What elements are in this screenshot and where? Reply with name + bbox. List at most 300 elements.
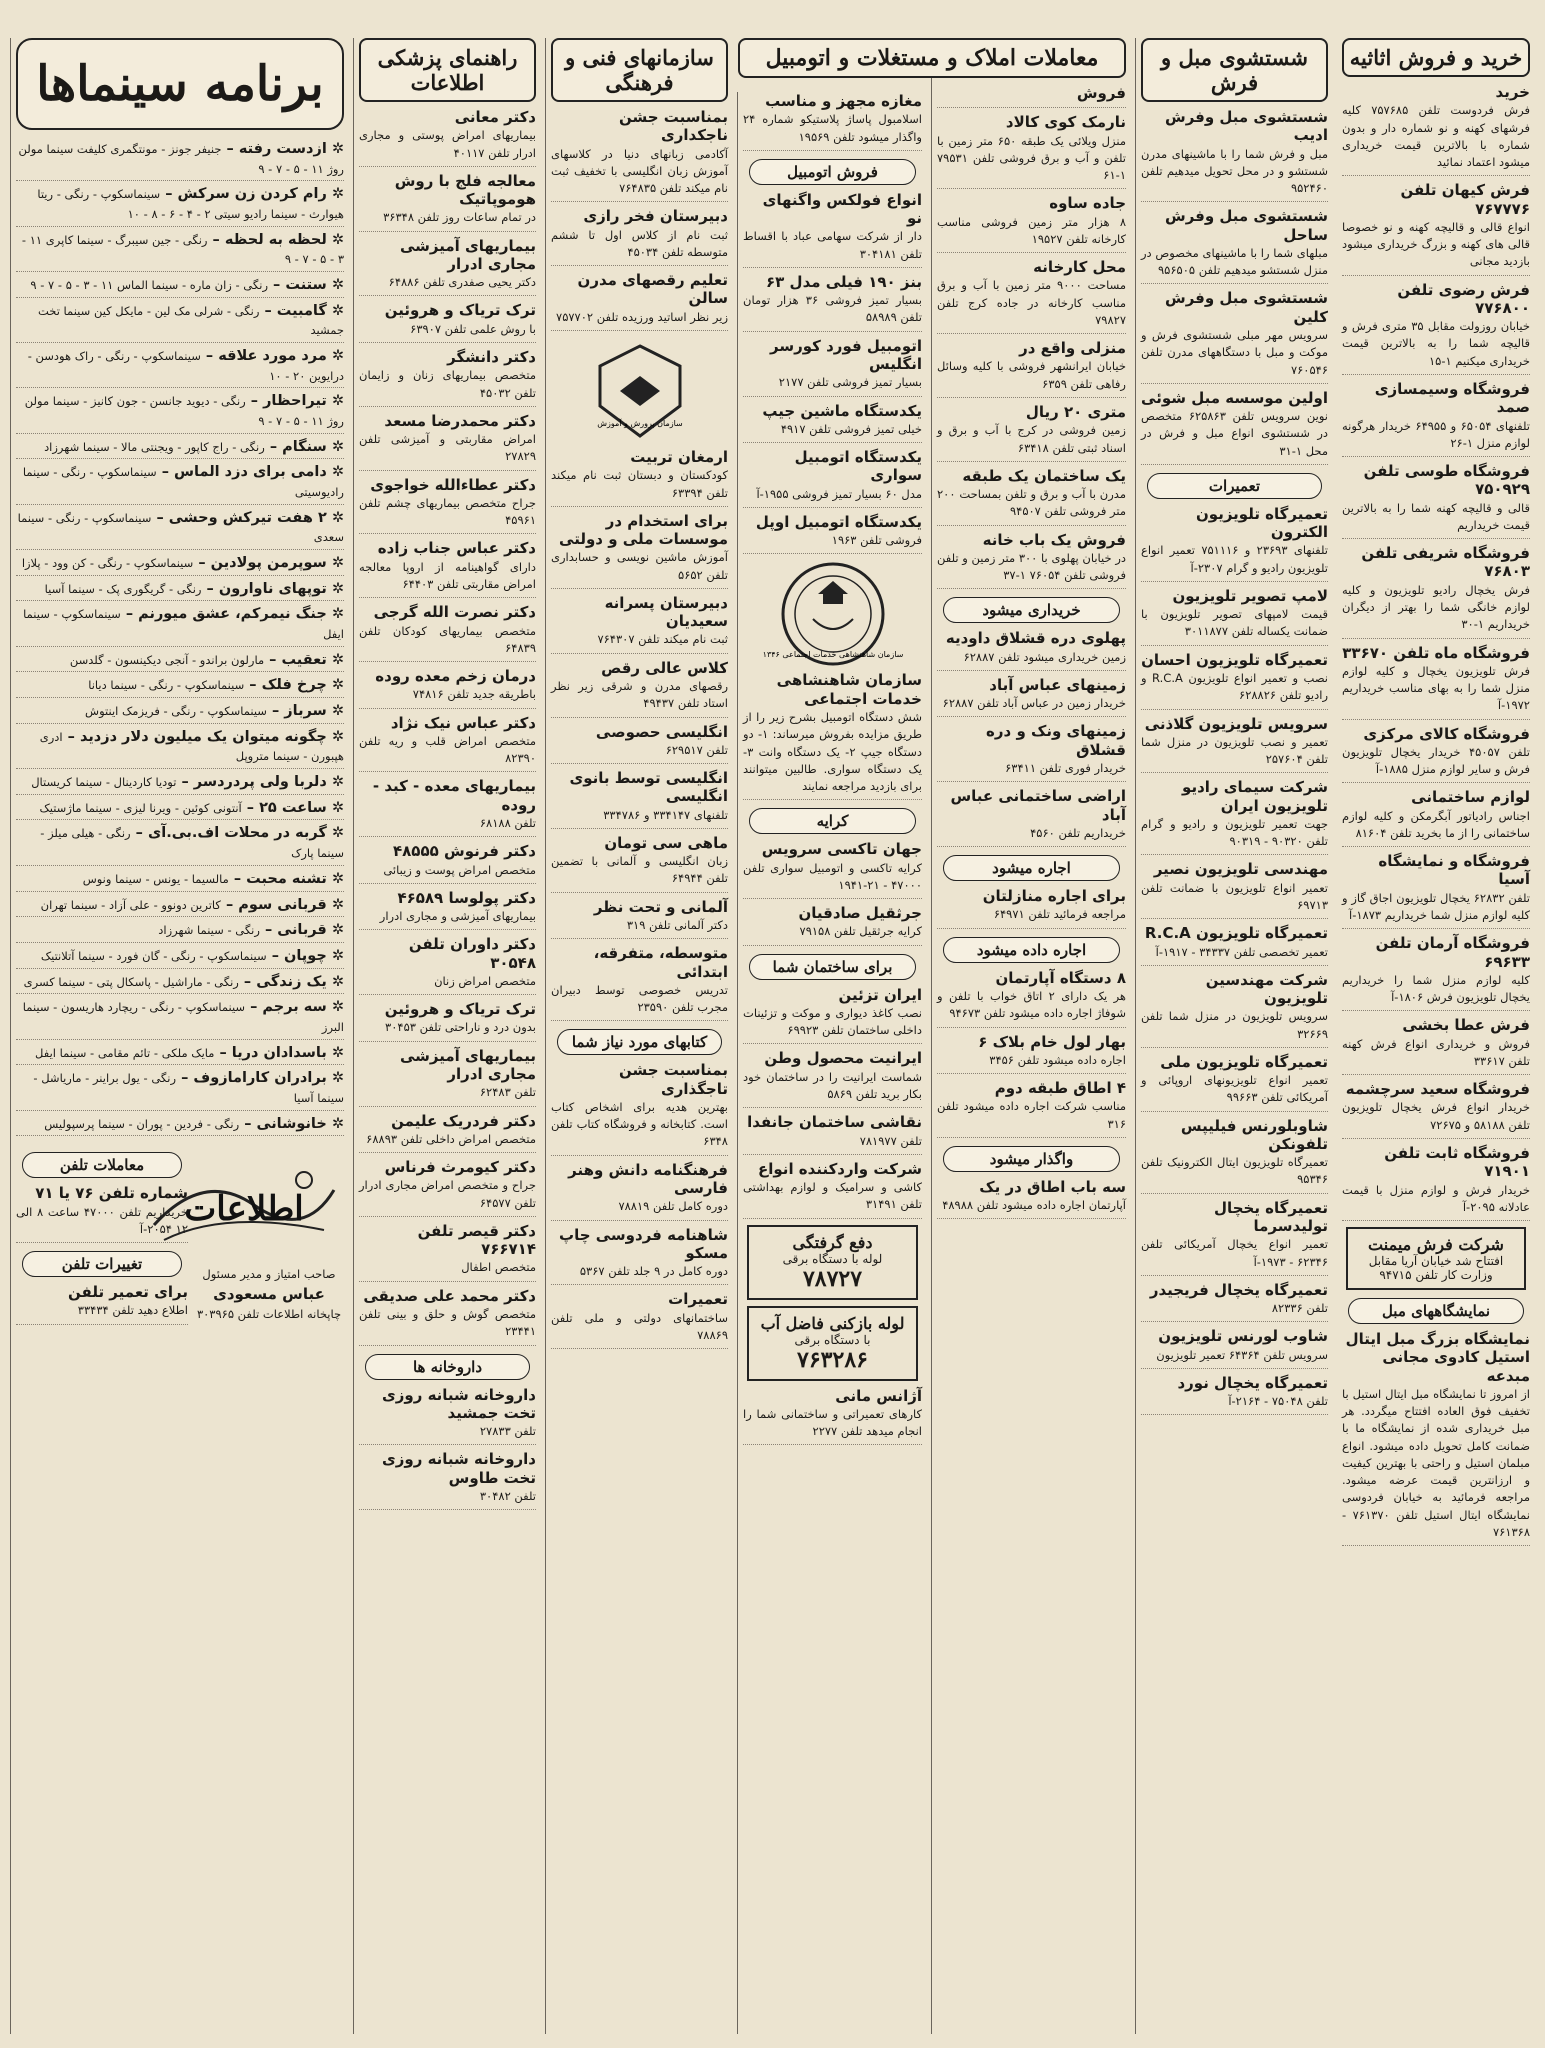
cinema-program-row: [16, 820, 344, 865]
classified-ad: [1141, 505, 1328, 582]
film-title: ✲ جنگ نیمرکم، عشق میورنم –: [120, 606, 344, 623]
ad-title: فرهنگنامه دانش وهنر فارسی: [568, 1160, 728, 1197]
ad-text: سرویس تلویزیون در منزل شما تلفن ۳۲۶۶۹: [1141, 1009, 1328, 1041]
subsection-header-books: کتابهای مورد نیاز شما: [557, 1029, 722, 1055]
ad-text: فرش فردوست تلفن ۷۵۷۶۸۵ کلیه فرشهای کهنه و نو شماره دار و بدون شماره با بالاترین قیمت خریداری میشود اعتماد نمائید: [1342, 103, 1531, 170]
ad-title: تعمیرات: [668, 1290, 728, 1309]
classified-ad: [359, 1450, 536, 1510]
ad-list: [551, 108, 728, 1021]
subsection-header-wanted: خریداری میشود: [943, 597, 1120, 623]
ad-list: [743, 191, 922, 555]
ad-title: اتومبیل فورد کورسر انگلیس: [770, 336, 922, 373]
ad-title: دکتر فردریک علیمن: [391, 1111, 536, 1130]
ad-text: دارای گواهینامه از اروپا معالجه امراض مقاربتی تلفن ۶۴۴۰۳: [359, 559, 536, 591]
film-title: ✲ باسدادان دریا –: [214, 1044, 344, 1061]
ad-list: [743, 840, 922, 945]
film-details: سینماسکوپ - رنگی - ریچارد هاریسون - سینما البرز: [22, 1000, 344, 1034]
ad-text: تلفنهای ۲۳۶۹۳ و ۷۵۱۱۱۶ تعمیر انواع تلویزیون رادیو و گرام ۲۳۰۷-آ: [1141, 543, 1328, 575]
classified-ad: [1141, 1281, 1328, 1323]
classified-ad: [937, 84, 1126, 108]
classified-ad: [937, 339, 1126, 398]
classified-ad: [743, 402, 922, 444]
ad-title: شرکت واردکننده انواع: [758, 1159, 922, 1178]
classified-ad: [359, 172, 536, 232]
cinema-program-row: [16, 136, 344, 181]
ad-title: دکتر قیصر تلفن ۷۶۶۷۱۴: [417, 1221, 536, 1259]
classified-ad: [743, 986, 922, 1045]
boxed-ad-text: با دستگاه برقی: [794, 1332, 871, 1347]
cinema-program-row: [16, 672, 344, 698]
section-header-medical: راهنمای پزشکی اطلاعات: [359, 38, 536, 102]
boxed-ad-text: افتتاح شد خیابان آریا مقابل وزارت کار تلفن ۹۴۷۱۵: [1368, 1254, 1504, 1283]
ad-text: بدون درد و ناراحتی تلفن ۳۰۴۵۳: [385, 1020, 536, 1035]
ad-list: [937, 629, 1126, 1219]
classified-ad: [1342, 1080, 1530, 1139]
ad-text: تلفن ۶۸۱۸۸: [479, 815, 536, 830]
ad-title: ترک تریاک و هروئین: [384, 1000, 536, 1019]
classified-ad: [937, 194, 1126, 253]
ad-text: جهت تعمیر تلویزیون و رادیو و گرام تلفن ۹۰۳۲۰ - ۹۰۳۱۹: [1141, 816, 1328, 849]
boxed-ad-phone: ۷۶۳۲۸۶: [797, 1346, 868, 1373]
boxed-ad-phone: ۷۸۷۲۷: [802, 1265, 863, 1292]
classified-ad: [1141, 207, 1328, 284]
film-details: مایک ملکی - تائم مقامی - سینما ایفل: [35, 1045, 215, 1060]
film-title: ✲ مرد مورد علاقه –: [200, 348, 344, 365]
ad-text: تلفنهای ۳۳۴۱۴۷ و ۳۳۴۷۸۶: [603, 807, 728, 822]
film-details: سینماسکوپ - رنگی - فریزمک اینتوش: [85, 704, 267, 719]
ad-title: مهندسی تلویزیون نصیر: [1153, 860, 1328, 879]
cinema-program-row: [16, 181, 344, 226]
ad-text: متخصص امراض زنان: [434, 973, 536, 988]
ad-list: [1342, 83, 1530, 1221]
emblem-text: سازمان شاهنشاهی خدمات اجتماعی ۱۳۴۶: [762, 650, 903, 660]
classified-ad: [359, 667, 536, 709]
ad-text: سرویس تلفن ۶۴۳۶۴ تعمیر تلویزیون: [1156, 1347, 1328, 1362]
ad-text: کلیه لوازم منزل شما را خریداریم یخچال تلویزیون فرش ۱۸۰۶-آ: [1342, 972, 1530, 1005]
ad-text: متخصص اطفال: [461, 1260, 536, 1275]
classified-ad: [937, 629, 1126, 671]
ad-text: مدرن با آب و برق و تلفن بمساحت ۲۰۰ متر فروشی تلفن ۹۴۵۰۷: [937, 487, 1126, 519]
ad-title: یکدستگاه ماشین جیپ: [762, 401, 922, 420]
ad-text: نصب کاغذ دیواری و موکت و تزئینات داخلی ساختمان تلفن ۶۹۹۲۳: [743, 1005, 922, 1038]
subsection-header-phone-changes: تغییرات تلفن: [22, 1251, 182, 1277]
classified-ad: [937, 887, 1126, 929]
ad-text: متخصص بیماریهای کودکان تلفن ۶۴۸۳۹: [359, 623, 536, 655]
column-medical: [353, 38, 541, 2034]
ad-title: تعمیرگاه تلویزیون احسان: [1141, 650, 1328, 669]
ad-text: مدل ۶۰ بسیار تمیز فروشی ۱۹۵۵-آ: [756, 486, 922, 501]
phone-ads-block: [16, 1144, 188, 1329]
classified-ad: [551, 1061, 728, 1155]
boxed-ad-pipe-cleaning: [747, 1306, 918, 1381]
film-details: رنگی - سینما شهرزاد: [158, 923, 260, 938]
ad-text: متخصص امراض پوست و زیبائی: [383, 862, 536, 877]
classified-ad: [551, 723, 728, 765]
ad-title: بیماریهای آمیزشی مجاری ادرار: [399, 1046, 536, 1083]
cinema-program-row: [16, 576, 344, 602]
film-details: سینماسکوپ - سینما ایفل: [23, 607, 344, 642]
ad-text: کودکستان و دبستان ثبت نام میکند تلفن ۶۳۳۹۴: [551, 468, 728, 500]
classified-ad: [1141, 715, 1328, 774]
ad-title: دبیرستان فخر رازی: [583, 207, 728, 226]
classified-ad: [1342, 788, 1530, 847]
boxed-ad-drain: [747, 1225, 918, 1300]
classified-ad: [359, 1000, 536, 1042]
film-title: ✲ قربانی –: [259, 922, 344, 939]
ad-text: تعمیر و نصب تلویزیون در منزل شما تلفن ۲۵۷۶۰۴: [1141, 734, 1328, 767]
classified-ad: [1141, 1327, 1328, 1369]
ad-text: تعمیر انواع تلویزیون با ضمانت تلفن ۶۹۷۱۳: [1141, 880, 1328, 912]
ad-title: سازمان شاهنشاهی خدمات اجتماعی: [776, 671, 922, 708]
ad-text: تلفن ۴۵۰۵۷ خریدار یخچال تلویزیون فرش و سایر لوازم منزل ۱۸۸۵-آ: [1342, 744, 1530, 777]
ad-title: فرش کیهان تلفن ۷۶۷۷۷۶: [1400, 181, 1530, 218]
ad-text: در خیابان پهلوی با ۳۰۰ متر زمین و تلفن فروشی تلفن ۷۶۰۵۴ ۱-۳۷: [937, 550, 1126, 583]
ad-text: بیماریهای آمیزشی و مجاری ادرار: [379, 909, 536, 924]
cinema-program-row: [16, 1111, 344, 1137]
ad-title: دکتر عباس نیک نژاد: [390, 713, 536, 732]
ad-list: [1141, 108, 1328, 465]
ad-text: کرایه جرثقیل تلفن ۷۹۱۵۸: [799, 924, 922, 939]
ad-text: دار از شرکت سهامی عباد با اقساط تلفن ۳۰۴۱۸۱: [743, 229, 922, 261]
classified-ad: [359, 842, 536, 884]
ad-text: خریدار انواع فرش یخچال تلویزیون تلفن ۵۸۱۸۸ و ۷۲۶۷۵: [1342, 1100, 1530, 1132]
ad-text: بیماریهای امراض پوستی و مجاری ادرار تلفن ۴۰۱۱۷: [359, 128, 536, 160]
ad-text: تلفن ۶۲۴۸۳: [479, 1085, 536, 1100]
ad-list: [359, 108, 536, 1346]
section-header-education: سازمانهای فنی و فرهنگی: [551, 38, 728, 102]
ad-text: دوره کامل تلفن ۷۸۸۱۹: [618, 1199, 728, 1214]
ad-text: مناسب شرکت اجاره داده میشود تلفن ۳۱۶: [937, 1099, 1126, 1131]
classified-ad: [937, 1178, 1126, 1220]
ad-text: زیر نظر اساتید ورزیده تلفن ۷۵۷۷۰۲: [556, 309, 728, 324]
ad-text: آموزش ماشین نویسی و حسابداری تلفن ۵۶۵۲: [551, 550, 728, 582]
ad-list: [16, 1283, 188, 1325]
cinema-program-row: [16, 866, 344, 892]
cinema-program-row: [16, 388, 344, 433]
classified-ad: [551, 594, 728, 654]
film-title: ✲ چگونه میتوان یک میلیون دلار دزدید –: [62, 728, 344, 745]
cinema-program-row: [16, 892, 344, 918]
classified-ad: [359, 714, 536, 773]
subsection-header-phone-trade: معاملات تلفن: [22, 1152, 182, 1178]
cinema-program-row: [16, 1040, 344, 1066]
film-details: رنگی - زان ماره - سینما الماس ۱۱ - ۳ - ۵ - ۷ - ۹: [30, 278, 268, 293]
ad-title: بیماریهای آمیزشی مجاری ادرار: [399, 236, 536, 273]
ad-text: تدریس خصوصی توسط دبیران مجرب تلفن ۲۳۵۹۰: [551, 982, 728, 1015]
emblem-text: سازمان پرورش و آموزش: [596, 418, 683, 428]
ad-title: سرویس تلویزیون گلاذنی: [1144, 714, 1328, 733]
ad-title: فروشگاه سعید سرچشمه: [1345, 1080, 1530, 1099]
ad-text: متخصص امراض داخلی تلفن ۶۸۸۹۳: [366, 1131, 536, 1146]
film-title: ✲ دامی برای دزد الماس –: [156, 464, 344, 481]
classified-ad: [551, 1226, 728, 1286]
imprint-line-3: چاپخانه اطلاعات تلفن ۳۰۳۹۶۵: [196, 1306, 342, 1321]
classified-ad: [743, 513, 922, 555]
ad-text: خیلی تمیز فروشی تلفن ۴۹۱۷: [780, 421, 922, 436]
ad-text: ساختمانهای دولتی و ملی تلفن ۷۸۸۶۹: [551, 1310, 728, 1342]
cinema-program-row: [16, 969, 344, 995]
ad-title: دکتر معانی: [454, 108, 536, 126]
ad-title: نمایشگاه بزرگ مبل ایتال استیل کادوی مجانی مبدعه: [1345, 1330, 1530, 1385]
film-title: ✲ تشنه محبت –: [228, 870, 344, 887]
ad-list: [937, 84, 1126, 589]
ad-title: فروشگاه آرمان تلفن ۶۹۶۳۳: [1375, 934, 1530, 971]
subsection-header-to-let: اجاره داده میشود: [943, 937, 1120, 963]
ad-title: آلمانی و تحت نظر: [593, 897, 728, 916]
ad-text: در تمام ساعات روز تلفن ۳۶۳۴۸: [383, 210, 536, 225]
film-details: مارلون براندو - آنجی دیکینسون - گلدسن: [69, 652, 265, 667]
classified-ad: [1141, 971, 1328, 1048]
classified-ad: [1342, 1144, 1530, 1221]
ad-title: انگلیسی توسط بانوی انگلیسی: [569, 769, 728, 806]
ad-title: ارمغان تربیت: [630, 447, 728, 466]
classified-ad: [551, 448, 728, 507]
ad-title: انواع فولکس واگنهای نو: [762, 190, 922, 228]
ad-title: محل کارخانه: [1033, 258, 1126, 277]
ad-title: بنز ۱۹۰ فیلی مدل ۶۳: [766, 272, 922, 291]
film-title: ✲ رام کردن زن سرکش –: [160, 186, 344, 203]
ad-title: شرکت مهندسین تلویزیون: [1205, 970, 1328, 1008]
ad-text: تعمیر تخصصی تلفن ۳۴۳۳۷ - ۱۹۱۷-آ: [1155, 944, 1328, 959]
newspaper-logo-block: [184, 1144, 344, 1329]
section-header-cleaning: شستشوی مبل و فرش: [1141, 38, 1328, 102]
ad-text: مراجعه فرمائید تلفن ۶۴۹۷۱: [993, 907, 1126, 922]
ad-text: قالی و قالیچه کهنه شما را به بالاترین قیمت خریداریم: [1342, 500, 1530, 532]
classified-ad: [937, 676, 1126, 718]
classified-ad: [359, 476, 536, 535]
ad-text: تعمیر انواع تلویزیونهای اروپائی و آمریکائی تلفن ۹۹۶۶۳: [1141, 1073, 1328, 1105]
ad-text: هر یک دارای ۲ اتاق خواب با تلفن و شوفاژ اجاره داده میشود تلفن ۹۴۶۷۳: [937, 989, 1126, 1021]
classified-ad: [16, 1283, 188, 1325]
ad-text: ثبت نام از کلاس اول تا ششم متوسطه تلفن ۴۵۰۳۴: [551, 227, 728, 259]
social-services-auction-ad: [743, 559, 922, 800]
subsection-header-car-sales: فروش اتومبیل: [749, 159, 916, 185]
film-title: ✲ تیراحظار –: [245, 393, 344, 410]
ad-title: مغازه مجهز و مناسب: [765, 92, 922, 110]
classified-ad: [743, 448, 922, 508]
ad-title: جاده ساوه: [1049, 194, 1126, 213]
ad-title: اراضی ساختمانی عباس آباد: [950, 787, 1126, 824]
ad-title: دکتر محمد علی صدیقی: [363, 1286, 536, 1305]
film-details: رنگی - فردین - پوران - سینما پرسپولیس: [44, 1116, 240, 1131]
cinema-program-row: [16, 647, 344, 673]
ad-title: پهلوی دره قشلاق داودیه: [945, 629, 1126, 648]
ad-title: لوازم ساختمانی: [1411, 788, 1530, 807]
ad-text: کارهای تعمیراتی و ساختمانی شما را انجام میدهد تلفن ۲۲۷۷: [743, 1406, 922, 1439]
ad-title: تعمیرگاه یخچال تولیدسرما: [1214, 1198, 1328, 1236]
classified-ad: [743, 1113, 922, 1155]
ad-text: خریداریم تلفن ۴۵۶۰: [1030, 825, 1126, 840]
ad-text: مساحت ۹۰۰۰ متر زمین با آب و برق مناسب کارخانه در جاده کرج تلفن ۷۹۸۲۷: [937, 278, 1126, 327]
classified-ad: [743, 1160, 922, 1219]
ad-text: شش دستگاه اتومبیل بشرح زیر را از طریق مزایده بفروش میرساند: ۱- دو دستگاه جیپ ۲- یک دستگاه وانت ۳- یک دستگاه سواری. طالبین میتوانند برای بازدید مراجعه نمایند: [743, 710, 922, 794]
film-title: ✲ توپهای ناوارون –: [201, 580, 344, 597]
film-details: تودیا کاردینال - سینما کریستال: [31, 775, 177, 790]
ad-title: دکتر پولوسا ۴۶۵۸۹: [397, 888, 536, 907]
ad-list: [1141, 505, 1328, 1416]
classified-ad: [1342, 380, 1530, 457]
ad-title: دکتر عطاءالله خواجوی: [370, 475, 536, 494]
ad-text: امراض مقاربتی و آمیزشی تلفن ۲۷۸۲۹: [359, 432, 536, 464]
ad-title: نارمک کوی کالاد: [1005, 113, 1126, 132]
ad-text: رقصهای مدرن و شرقی زیر نظر استاد تلفن ۴۹۴۳۷: [551, 679, 728, 711]
ad-text: بسیار تمیز فروشی ۳۶ هزار تومان تلفن ۵۸۹۸۹: [743, 293, 922, 325]
ad-title: تعمیرگاه یخچال فریجیدر: [1149, 1280, 1328, 1299]
film-title: ✲ قربانی سوم –: [220, 896, 344, 913]
ad-text: جراح و متخصص امراض مجاری ادرار تلفن ۶۴۵۷۷: [359, 1178, 536, 1210]
classified-ad: [1141, 778, 1328, 855]
ad-title: تعمیرگاه یخچال نورد: [1177, 1373, 1328, 1392]
classified-ad: [1342, 1016, 1530, 1075]
education-emblem-icon: [585, 336, 695, 446]
film-details: مالسیما - یونس - سینما ونوس: [82, 871, 229, 886]
ad-text: تلفن ۶۲۹۵۱۷: [665, 742, 728, 757]
cinema-program-list: [16, 136, 344, 1136]
ad-text: ثبت نام میکند تلفن ۷۶۴۳۰۷: [597, 632, 728, 647]
classified-ad: [359, 1158, 536, 1217]
subsection-header-for-rent: اجاره میشود: [943, 855, 1120, 881]
classified-ad: [551, 834, 728, 893]
boxed-ad-title: دفع گرفتگی: [792, 1232, 873, 1252]
ad-text: متخصص گوش و حلق و بینی تلفن ۲۳۴۴۱: [359, 1307, 536, 1339]
ad-title: نقاشی ساختمان جانفدا: [747, 1113, 922, 1132]
classified-ad: [1342, 462, 1530, 539]
film-title: ✲ دلربا ولی پردردسر –: [176, 774, 344, 791]
ad-text: خریدار فوری تلفن ۶۳۴۱۱: [1005, 761, 1126, 776]
ad-title: دکتر داوران تلفن ۳۰۵۴۸: [408, 935, 536, 972]
ad-text: فروشی تلفن ۱۹۶۳: [831, 533, 922, 548]
classified-ad: [1141, 108, 1328, 202]
classified-ad: [1141, 1374, 1328, 1416]
cinema-program-row: [16, 298, 344, 343]
column-cinema: [10, 38, 349, 2034]
classified-ad: [743, 337, 922, 397]
ad-text: سرویس مهر مبلی شستشوی فرش و موکت و مبل با دستگاههای مدرن تلفن ۷۶۰۵۴۶: [1141, 328, 1328, 377]
ad-title: برای تعمیر تلفن: [68, 1283, 188, 1302]
ad-text: بهترین هدیه برای اشخاص کتاب است. کتابخانه و فروشگاه کتاب تلفن ۶۳۴۸: [551, 1099, 728, 1149]
film-details: سینماسکوپ - رنگی - سینما دیانا: [88, 678, 245, 693]
film-details: رنگی - شرلی مک لین - مایکل کین سینما تخت جمشید: [37, 303, 344, 338]
ad-text: ۸ هزار متر زمین فروشی مناسب کارخانه تلفن ۱۹۵۲۷: [937, 214, 1126, 246]
cinema-program-row: [16, 724, 344, 769]
section-header-cinema: برنامه سینماها: [16, 38, 344, 130]
classified-ad: [359, 1287, 536, 1346]
ad-text: دکتر آلمانی تلفن ۳۱۹: [626, 918, 728, 932]
classified-ad: [743, 904, 922, 946]
ad-title: فروشگاه شریفی تلفن ۷۶۸۰۳: [1361, 544, 1530, 581]
classified-ad: [1141, 587, 1328, 646]
ad-list: [359, 1386, 536, 1511]
ad-text: قیمت لامپهای تصویر تلویزیون با ضمانت یکساله تلفن ۳۰۱۱۸۷۷: [1141, 607, 1328, 639]
classified-ad: [1141, 860, 1328, 919]
ad-title: معالجه فلج با روش هوموپاتیک: [394, 171, 536, 209]
classified-ad: [1342, 83, 1530, 176]
classified-ad: [359, 1047, 536, 1107]
ad-title: برای اجاره منازلتان: [982, 887, 1126, 906]
cinema-program-row: [16, 1065, 344, 1110]
ad-text: تلفن ۳۰۴۸۲: [479, 1488, 536, 1503]
classified-ad: [937, 467, 1126, 526]
film-title: ✲ سنگام –: [264, 438, 344, 455]
cinema-program-row: [16, 434, 344, 460]
ad-title: فرش رضوی تلفن ۷۷۶۸۰۰: [1397, 280, 1530, 317]
ad-title: داروخانه شبانه روزی تخت طاوس: [382, 1450, 536, 1487]
classified-ad: [1342, 1330, 1530, 1546]
film-title: ✲ برادران کارامازوف –: [176, 1070, 344, 1087]
ad-title: دکتر کیومرث فرناس: [384, 1158, 536, 1177]
classified-ad: [1141, 1117, 1328, 1194]
classified-ad: [359, 237, 536, 297]
classified-ad: [551, 769, 728, 829]
ad-title: بیماریهای معده - کبد - روده: [372, 777, 536, 814]
ad-title: آژانس مانی: [835, 1386, 922, 1405]
ad-text: از امروز تا نمایشگاه مبل ایتال استیل با تخفیف فوق العاده افتتاح میگردد. هر مبل خریداری شده از نمایشگاه ما با ضمانت کامل تحویل داده میشود. انواع مبلمان استیل و راحتی با بهترین کیفیت و ارزانترین قیمت عرضه میشود. مراجعه فرمائید به خیابان فردوسی نمایشگاه ایتال استیل تلفن ۷۶۱۳۷۰ - ۷۶۱۳۶۸: [1342, 1386, 1530, 1539]
film-details: سینماسکوپ - رنگی - ریتا هیوارث - سینما رادیو سیتی ۲ - ۴ - ۶ - ۸ - ۱۰: [37, 187, 344, 222]
subsection-header-rental: کرایه: [749, 808, 916, 834]
ad-text: انواع قالی و قالیچه کهنه و نو خصوصا قالی های کهنه و بزرگ خریداری میشود بازدید مجانی: [1342, 219, 1530, 269]
classified-ad: [937, 1079, 1126, 1138]
ad-title: دکتر محمدرضا مسعد: [384, 411, 536, 430]
classified-ad: [743, 92, 922, 151]
ad-title: فروشگاه ثابت تلفن ۷۱۹۰۱: [1384, 1143, 1530, 1181]
classified-ad: [359, 1222, 536, 1282]
classified-ad: [551, 1161, 728, 1221]
ad-text: زمین خریداری میشود تلفن ۶۲۸۸۷: [963, 649, 1126, 664]
ad-title: متری ۲۰ ریال: [1025, 402, 1126, 421]
classified-ad: [1141, 389, 1328, 465]
ad-list: [743, 986, 922, 1219]
ad-title: فروش یک باب خانه: [982, 530, 1126, 549]
classified-ad: [551, 944, 728, 1021]
ad-title: انگلیسی حصوصی: [595, 722, 728, 741]
ad-title: شستشوی مبل وفرش ساحل: [1165, 207, 1328, 244]
section-header-real-estate: معاملات املاک و مستغلات و اتومبیل: [738, 38, 1126, 78]
classified-ad: [743, 840, 922, 899]
ad-text: تلفن ۷۵۰۴۸ - ۲۱۶۴-آ: [1228, 1394, 1328, 1409]
ad-title: متوسطه، متفرقه، ابتدائی: [593, 944, 728, 981]
ad-text: دکتر یحیی صفدری تلفن ۶۴۸۸۶: [388, 275, 536, 290]
ad-title: شاهنامه فردوسی چاپ مسکو: [559, 1225, 728, 1262]
classified-ad: [1141, 1053, 1328, 1112]
ad-text: نوین سرویس تلفن ۶۲۵۸۶۳ متخصص در شستشوی انواع مبل و فرش در محل ۱-۳۱: [1141, 409, 1328, 458]
ad-text: تلفن ۲۷۸۳۳: [479, 1424, 536, 1439]
ad-text: مبلهای شما را با ماشینهای مخصوص در منزل شستشو میدهیم تلفن ۹۵۶۵۰۵: [1141, 245, 1328, 278]
classified-ad: [1141, 289, 1328, 383]
column-furniture-trade: [1337, 38, 1535, 2034]
subsection-header-building: برای ساختمان شما: [749, 954, 916, 980]
film-details: ادری هپبورن - سینما متروپل: [39, 729, 344, 764]
film-details: رنگی - راج کاپور - ویجنتی مالا - سینما شهرزاد: [44, 439, 265, 454]
classified-ad: [1141, 1199, 1328, 1276]
film-title: ✲ ساعت ۲۵ –: [241, 799, 344, 816]
classified-ad: [1342, 281, 1530, 375]
classified-ad: [937, 722, 1126, 782]
ad-title: فروشگاه و نمایشگاه آسیا: [1378, 852, 1530, 889]
film-title: ✲ ستنت –: [268, 277, 344, 294]
film-details: آنتونی کوئین - ویرنا لیزی - سینما ماژستیک: [39, 800, 242, 815]
ad-text: اسلامبول پاساژ پلاستیکو شماره ۲۴ واگذار میشود تلفن ۱۹۵۶۹: [743, 112, 922, 144]
ad-title: تعمیرگاه تلویزیون الکترون: [1195, 504, 1328, 542]
ad-title: جهان تاکسی سرویس: [761, 840, 922, 859]
ad-title: بهار لول خام بلاک ۶: [978, 1032, 1126, 1051]
film-details: رنگی - دیوید جانسن - جون کانیز - سینما مولن روژ ۱۱ - ۵ - ۷ - ۹: [24, 394, 344, 429]
ad-title: شماره تلفن ۷۶ یا ۷۱: [35, 1184, 188, 1203]
film-details: جنیفر جونز - مونتگمری کلیفت سینما مولن روژ ۱۱ - ۵ - ۷ - ۹: [18, 142, 344, 176]
classified-ad: [359, 777, 536, 837]
classified-ad: [551, 108, 728, 202]
ad-title: فرش عطا بخشی: [1402, 1016, 1530, 1035]
ad-text: جراح متخصص بیماریهای چشم تلفن ۴۵۹۶۱: [359, 495, 536, 528]
